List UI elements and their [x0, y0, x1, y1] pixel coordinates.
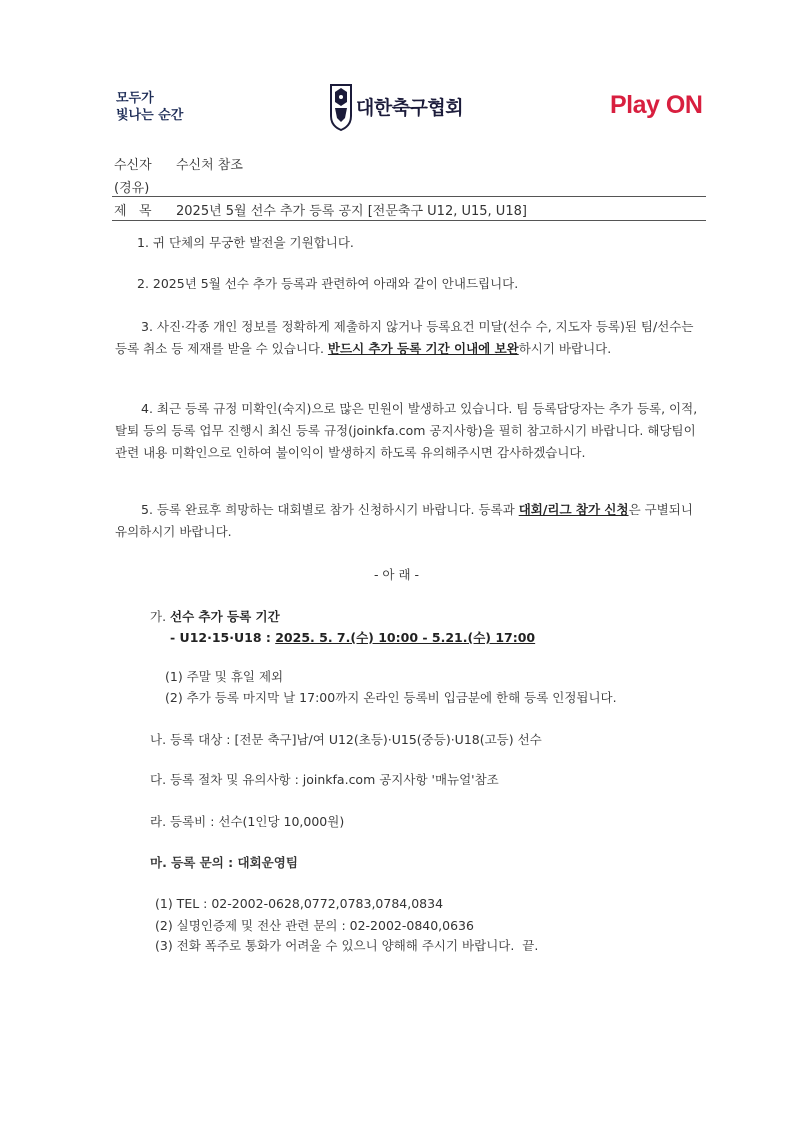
- detail-ga-sub-prefix: - U12·15·U18 :: [170, 630, 276, 645]
- detail-na: 나. 등록 대상 : [전문 축구]남/여 U12(초등)·U15(중등)·U18(고등) 선수: [150, 732, 542, 747]
- association-name: 대한축구협회: [356, 97, 464, 119]
- notice-heading: - 아 래 -: [373, 567, 420, 582]
- detail-ra: 라. 등록비 : 선수(1인당 10,000원): [150, 814, 345, 829]
- detail-ma: 마. 등록 문의 : 대회운영팀: [150, 855, 298, 870]
- detail-ga: [150, 607, 280, 625]
- subject-value: 2025년 5월 선수 추가 등록 공지 [전문축구 U12, U15, U18]: [176, 204, 527, 219]
- subject-line: [114, 200, 527, 219]
- contact-3: (3) 전화 폭주로 통화가 어려울 수 있으니 양해해 주시기 바랍니다. 끝.: [155, 938, 539, 953]
- paragraph-3-tail: 하시기 바랍니다.: [518, 341, 612, 356]
- recipient-line: [114, 154, 243, 173]
- divider-bottom: [112, 220, 706, 221]
- detail-ga-note-2: (2) 추가 등록 마지막 날 17:00까지 온라인 등록비 입금분에 한해 등록 인정됩니다.: [165, 690, 617, 705]
- via-line: [114, 177, 149, 196]
- slogan-line-1: 모두가: [116, 91, 154, 106]
- paragraph-4: 4. 최근 등록 규정 미확인(숙지)으로 많은 민원이 발생하고 있습니다. 팀 등록담당자는 추가 등록, 이적, 탈퇴 등의 등록 업무 진행시 최신 등록 규정(joinkfa.com 공지사항)을 필히 참고하시기 바랍니다. 해당팀이 관련 내용 미확인으로 인하여 불이익이 발생하지 하도록 유의해주시면 감사하겠습니다.: [115, 401, 698, 460]
- recipient-value: 수신처 참조: [176, 158, 243, 173]
- kfa-emblem-icon: [329, 82, 353, 132]
- contact-1: (1) TEL : 02-2002-0628,0772,0783,0784,0834: [155, 896, 444, 911]
- slogan: [116, 90, 183, 124]
- divider-top: [112, 196, 706, 197]
- paragraph-5-emphasis: 대회/리그 참가 신청: [518, 502, 629, 517]
- recipient-label: 수신자: [114, 158, 152, 173]
- paragraph-1: 1. 귀 단체의 무궁한 발전을 기원합니다.: [137, 235, 354, 250]
- paragraph-5-text: 5. 등록 완료후 희망하는 대회별로 참가 신청하시기 바랍니다. 등록과: [141, 502, 519, 517]
- paragraph-5-tail: 은 구별되니 유의하시기 바랍니다.: [115, 502, 693, 539]
- detail-ga-sub: [170, 628, 535, 646]
- detail-ga-prefix: 가.: [150, 609, 171, 624]
- detail-ga-title: 선수 추가 등록 기간: [170, 609, 280, 624]
- paragraph-3-text: 3. 사진·각종 개인 정보를 정확하게 제출하지 않거나 등록요건 미달(선수 수, 지도자 등록)된 팀/선수는 등록 취소 등 제재를 받을 수 있습니다.: [115, 319, 694, 356]
- slogan-line-2: 빛나는 순간: [116, 108, 184, 123]
- detail-ga-period: 2025. 5. 7.(수) 10:00 - 5.21.(수) 17:00: [275, 630, 536, 645]
- contact-2: (2) 실명인증제 및 전산 관련 문의 : 02-2002-0840,0636: [155, 918, 474, 933]
- via-label: (경유): [114, 181, 150, 196]
- paragraph-5: [115, 499, 706, 543]
- subject-label: 제 목: [114, 204, 152, 219]
- detail-ga-note-1: (1) 주말 및 휴일 제외: [165, 669, 284, 684]
- play-on-logo: Play ON: [610, 91, 703, 119]
- paragraph-3: [115, 316, 706, 360]
- paragraph-2: 2. 2025년 5월 선수 추가 등록과 관련하여 아래와 같이 안내드립니다.: [137, 276, 519, 291]
- detail-da: 다. 등록 절차 및 유의사항 : joinkfa.com 공지사항 '매뉴얼'참조: [150, 772, 499, 787]
- paragraph-3-emphasis: 반드시 추가 등록 기간 이내에 보완: [327, 341, 519, 356]
